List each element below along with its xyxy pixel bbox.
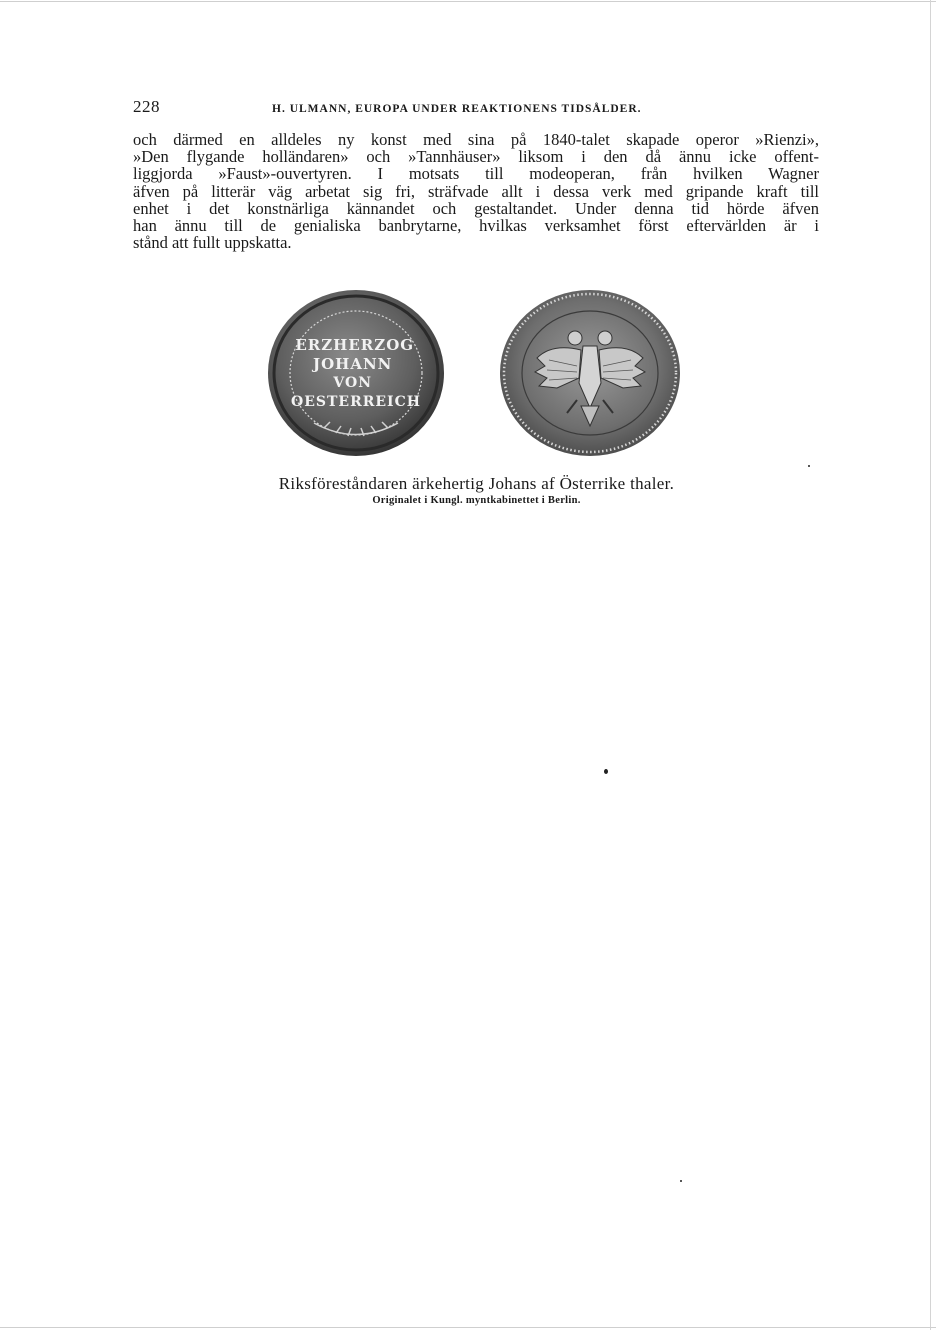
ink-speck [604,769,608,774]
ink-speck [680,1180,682,1182]
body-line: han ännu till de genialiska banbrytarne, hvilkas verksamhet först eftervärlden är i [133,216,819,236]
body-line: och därmed en alldeles ny konst med sina på 1840-talet skapade operor »Rienzi», [133,130,819,149]
body-line: enhet i det konstnärliga kännandet och gestaltandet. Under denna tid hörde äfven [133,198,819,218]
body-line: äfven på litterär väg arbetat sig fri, sträfvade allt i dessa verk med gripande kraft till [133,181,819,201]
body-line: stånd att fullt uppskatta. [133,233,292,253]
figure-subcaption: Originalet i Kungl. myntkabinettet i Berlin. [372,495,581,506]
page-edge-right [930,0,931,1330]
running-head: H. ULMANN, EUROPA UNDER REAKTIONENS TIDSÅLDER. [272,103,642,115]
figure-caption: Riksföreståndaren ärkehertig Johans af Österrike thaler. [278,474,675,493]
body-line: »Den flygande holländaren» och »Tannhäuser» liksom i den då ännu icke offent- [133,147,819,167]
coin-obverse-image [266,288,446,458]
body-line: liggjorda »Faust»-ouvertyren. I motsats till modeoperan, från hvilken Wagner [133,164,819,184]
page-number: 228 [133,97,160,116]
coin-obverse-disc [268,290,444,456]
page-edge-top [0,1,936,2]
coin-reverse-image [497,288,684,458]
body-paragraph [133,131,819,251]
coin-obverse-inscription: ERZHERZOG JOHANN VON OESTERREICH [291,336,421,410]
ink-speck [808,465,810,467]
page-edge-bottom [0,1327,936,1328]
